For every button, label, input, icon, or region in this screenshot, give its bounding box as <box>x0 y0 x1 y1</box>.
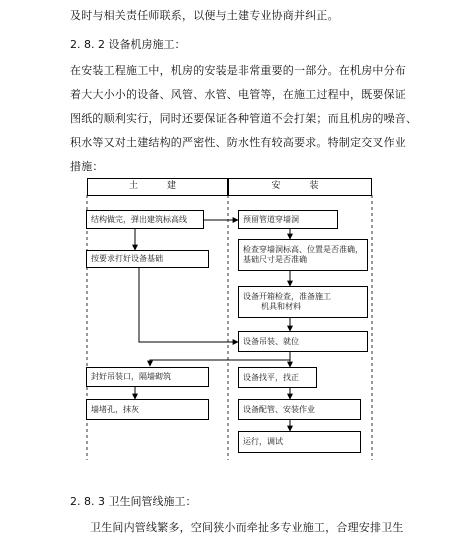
flow-box-hoist-position: 设备吊装、就位 <box>238 331 368 352</box>
paragraph-line-3: 图纸的顺利实行，同时还要保证各种管道不会打架；而且机房的噪音、 <box>70 112 418 125</box>
section-heading-2-8-3: 2. 8. 3 卫生间管线施工： <box>70 495 197 508</box>
flow-box-equipment-foundation: 按要求打好设备基础 <box>86 250 209 268</box>
flow-box-check-hole-elevation: 检查穿墙洞标高、位置是否准确， 基础尺寸是否准确 <box>238 239 368 271</box>
flow-box-unpack-inspect: 设备开箱检查，准备施工 机具和材料 <box>238 286 368 318</box>
flow-box-structure-complete: 结构做完，弹出建筑标高线 <box>86 210 204 229</box>
flow-box-run-commission: 运行，调试 <box>238 431 361 453</box>
paragraph-line-4: 积水等又对土建结构的严密性、防水性有较高要求。特制定交叉作业 <box>70 136 406 149</box>
paragraph-line-2: 着大大小小的设备、风管、水管、电管等，在施工过程中，既要保证 <box>70 88 406 101</box>
column-header-civil: 土 建 <box>87 178 228 196</box>
flow-box-reserve-wall-holes: 预留管道穿墙洞 <box>238 210 338 229</box>
paragraph-line-1: 在安装工程施工中，机房的安装是非常重要的一部分。在机房中分布 <box>70 64 406 77</box>
flow-box-level-align: 设备找平，找正 <box>238 367 317 388</box>
section-heading-2-8-2: 2. 8. 2 设备机房施工： <box>70 38 186 51</box>
flow-box-plug-holes-plaster: 墙堵孔，抹灰 <box>86 399 209 420</box>
paragraph-line-5: 措施： <box>70 160 104 173</box>
column-header-installation: 安 装 <box>228 178 372 196</box>
flow-box-seal-hoist-opening: 封好吊装口，隔墙砌筑 <box>86 367 209 387</box>
text-line-top: 及时与相关责任师联系，以便与土建专业协商并纠正。 <box>70 9 339 22</box>
paragraph-2-8-3: 卫生间内管线繁多，空间狭小而牵扯多专业施工，合理安排卫生 <box>90 521 404 534</box>
flow-box-piping-install: 设备配管、安装作业 <box>238 399 361 420</box>
